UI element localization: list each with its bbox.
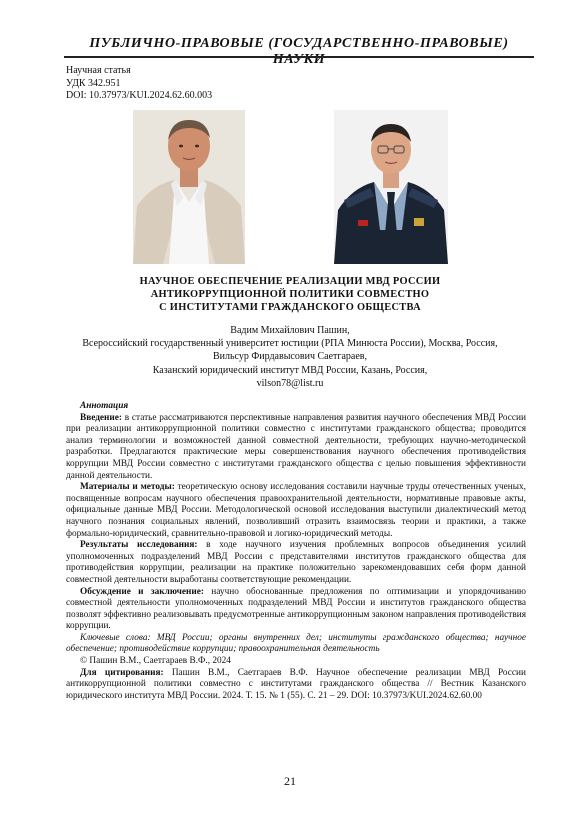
intro-label: Введение: [80,412,122,423]
discussion-text: научно обоснованные предложения по оптимизации и упорядочиванию совместной деятельности уполномоченных подразделений МВД России и институтов гражданского общества позволят эффективно реализовывать предусмотренные антикоррупционным законом направления противодействия коррупции. [66,586,527,632]
journal-section-header: ПУБЛИЧНО-ПРАВОВЫЕ (ГОСУДАРСТВЕННО-ПРАВОВЫЕ) НАУКИ [89,36,509,67]
copyright: © Пашин В.М., Саетгараев В.Ф., 2024 [80,656,231,667]
abstract-methods [66,482,526,540]
title-line-3: С ИНСТИТУТАМИ ГРАЖДАНСКОГО ОБЩЕСТВА [159,302,421,313]
methods-label: Материалы и методы: [80,482,175,493]
title-line-2: АНТИКОРРУПЦИОННОЙ ПОЛИТИКИ СОВМЕСТНО [150,289,430,300]
article-type: Научная статья [66,65,131,76]
author-1-affiliation: Всероссийский государственный университет юстиции (РПА Минюста России), Москва, Россия, [82,338,498,350]
keywords: Ключевые слова: МВД России; органы внутренних дел; институты гражданского общества; научное обеспечение; противодействие коррупции; правоохранительная деятельность [66,632,526,655]
citation-text: Пашин В.М., Саетгараев В.Ф. Научное обеспечение реализации МВД России антикоррупционной политики совместно с институтами гражданского общества // Вестник Казанского юридического института МВД России. 2024. Т. 15. № 1 (55). С. 21 – 29. DOI: 10.37973/KUI.2024.62.60.00 [66,667,526,701]
title-line-1: НАУЧНОЕ ОБЕСПЕЧЕНИЕ РЕАЛИЗАЦИИ МВД РОССИИ [139,276,441,287]
abstract-discussion [66,587,526,633]
author-block [60,324,520,390]
citation [66,668,526,703]
abstract-introduction [66,413,526,483]
citation-label: Для цитирования: [80,667,164,678]
article-title [110,275,470,314]
author-email[interactable]: vilson78@list.ru [256,377,324,389]
abstract [66,401,526,702]
author-photo-saetgaraev [334,110,448,264]
discussion-label: Обсуждение и заключение: [80,586,204,597]
author-2-name: Вильсур Фирдавысович Саетгараев, [212,351,368,363]
doi: DOI: 10.37973/KUI.2024.62.60.003 [66,90,213,101]
results-text: в ходе научного изучения проблемных вопросов объединения усилий уполномоченных подразделений МВД России с представителями институтов гражданского общества для противодействия коррупции, реализации на практике положительно зарекомендовавших себя форм данной совместной деятельности выработаны соответствующие рекомендации. [66,540,526,585]
article-meta [66,65,212,103]
author-1-name: Вадим Михайлович Пашин, [230,325,350,336]
abstract-results [66,540,526,586]
author-2-affiliation: Казанский юридический институт МВД России, Казань, Россия, [152,364,428,376]
udc-code: УДК 342.951 [66,77,121,89]
author-photo-pashin [133,110,245,264]
abstract-heading: Аннотация [80,401,129,411]
header-rule [64,56,534,58]
page-number: 21 [284,774,296,788]
methods-text: теоретическую основу исследования составили научные труды отечественных ученых, посвященные вопросам научного обеспечения правоохранительной деятельности, нормативные правовые акты, официальные данные МВД России. Методологической основой исследования выступили диалектический метод научного познания социальных явлений, позволивший отразить взаимосвязь теории и практики, а также формально-юридический, сравнительно-правовой и логико-юридический методы. [66,482,526,539]
results-label: Результаты исследования: [80,540,198,551]
intro-text: в статье рассматриваются перспективные направления развития научного обеспечения МВД России при реализации антикоррупционной политики совместно с институтами гражданского общества; проводится анализ терминологии и возможностей данной совместной деятельности, требующих научно-методической разработки. Предлагаются практические меры совершенствования научного обеспечения противодействия коррупции МВД России совместно с институтами гражданского общества с целью повышения эффективности данной деятельности. [66,412,526,481]
